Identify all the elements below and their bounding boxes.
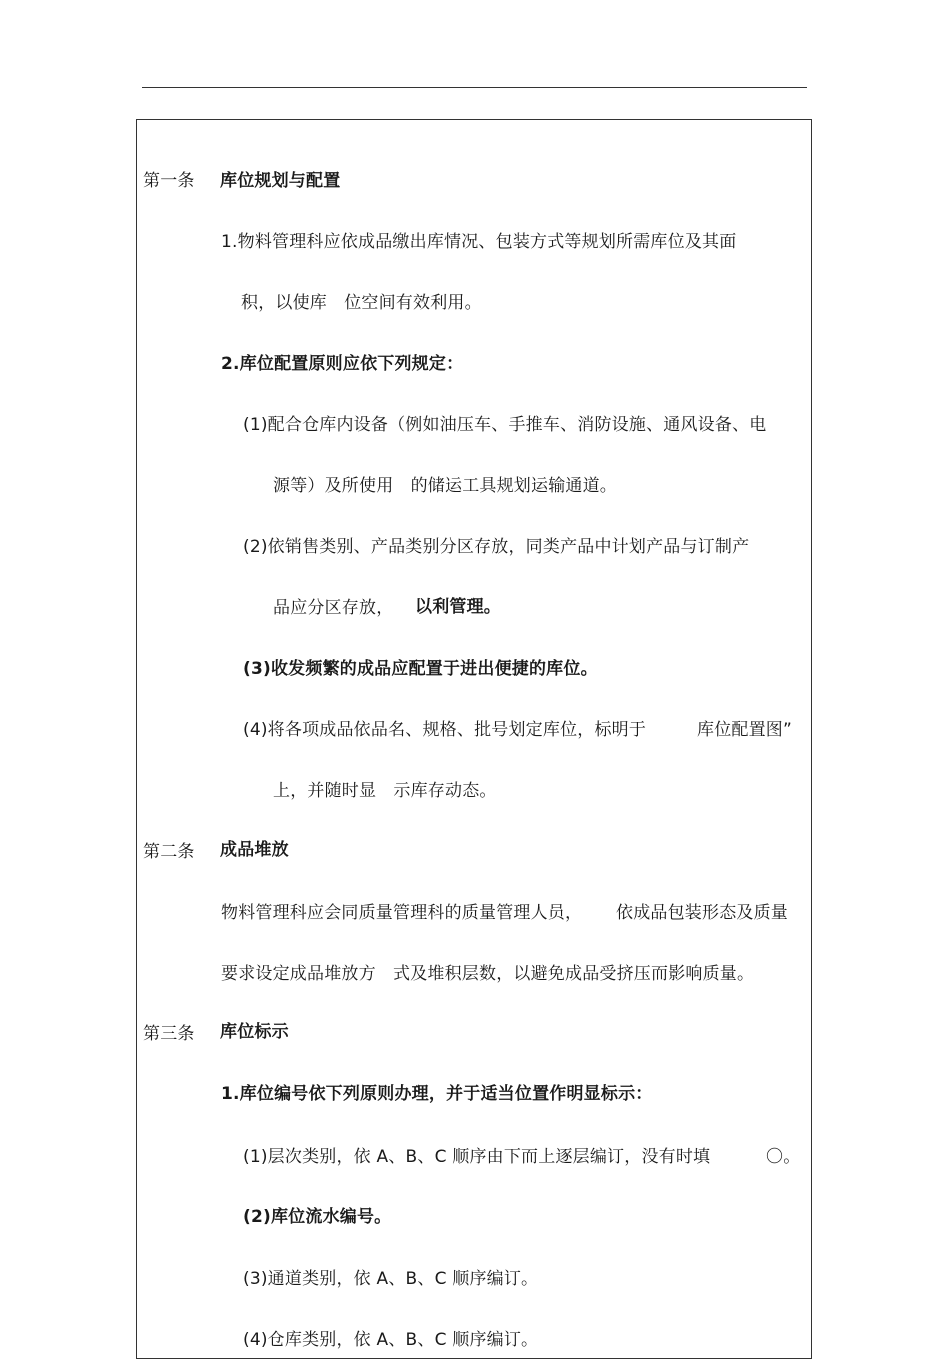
article-1-line-3: 2.库位配置原则应依下列规定： bbox=[221, 354, 464, 374]
article-3-line-3: (2)库位流水编号。 bbox=[243, 1207, 392, 1227]
article-1-line-9b: 库位配置图” bbox=[697, 720, 793, 740]
header-rule bbox=[142, 87, 807, 88]
article-2-line-2: 要求设定成品堆放方 式及堆积层数，以避免成品受挤压而影响质量。 bbox=[221, 964, 755, 984]
article-1-line-7b: 以利管理。 bbox=[415, 597, 501, 617]
article-1-line-6: (2)依销售类别、产品类别分区存放，同类产品中计划产品与订制产 bbox=[243, 537, 750, 557]
article-1-title: 库位规划与配置 bbox=[220, 171, 341, 191]
article-1-line-9a: (4)将各项成品依品名、规格、批号划定库位，标明于 bbox=[243, 720, 647, 740]
article-3-line-2b: 〇。 bbox=[766, 1147, 801, 1167]
article-1-line-4: (1)配合仓库内设备（例如油压车、手推车、消防设施、通风设备、电 bbox=[243, 415, 767, 435]
article-2-line-1a: 物料管理科应会同质量管理科的质量管理人员， bbox=[221, 903, 583, 923]
article-3-line-1: 1.库位编号依下列原则办理，并于适当位置作明显标示： bbox=[221, 1084, 653, 1104]
article-1-line-8: (3)收发频繁的成品应配置于进出便捷的库位。 bbox=[243, 659, 598, 679]
article-3-number: 第三条 bbox=[143, 1024, 195, 1044]
article-2-line-1b: 依成品包装形态及质量 bbox=[616, 903, 788, 923]
article-1-line-5: 源等）及所使用 的储运工具规划运输通道。 bbox=[273, 476, 617, 496]
article-2-title: 成品堆放 bbox=[220, 840, 289, 860]
article-3-line-4: (3)通道类别，依 A、B、C 顺序编订。 bbox=[243, 1269, 539, 1289]
article-1-line-10: 上，并随时显 示库存动态。 bbox=[273, 781, 497, 801]
article-3-line-2a: (1)层次类别，依 A、B、C 顺序由下而上逐层编订，没有时填 bbox=[243, 1147, 711, 1167]
article-1-line-1: 1.物料管理科应依成品缴出库情况、包装方式等规划所需库位及其面 bbox=[221, 232, 737, 252]
article-1-line-2: 积，以使库 位空间有效利用。 bbox=[241, 293, 482, 313]
article-3-line-5: (4)仓库类别，依 A、B、C 顺序编订。 bbox=[243, 1330, 539, 1350]
article-1-line-7a: 品应分区存放， bbox=[273, 598, 394, 618]
article-3-title: 库位标示 bbox=[220, 1022, 289, 1042]
article-1-number: 第一条 bbox=[143, 171, 195, 191]
article-2-number: 第二条 bbox=[143, 842, 195, 862]
